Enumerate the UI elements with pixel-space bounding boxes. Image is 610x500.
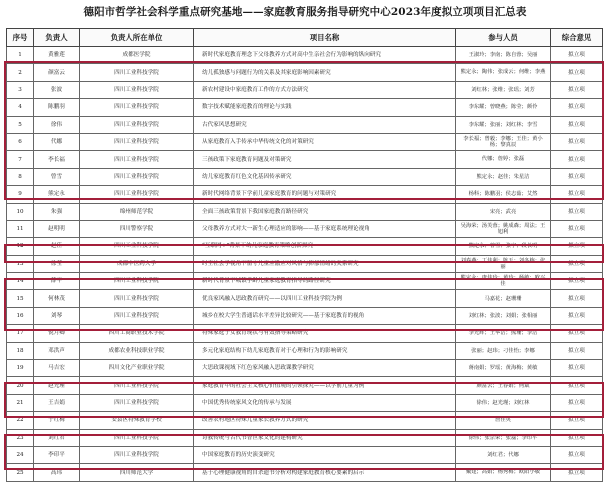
row-unit: 四川工业科技学院	[80, 151, 194, 168]
row-index: 15	[7, 290, 34, 307]
row-leader: 何林茂	[34, 290, 80, 307]
row-project-title: 幼儿家庭教育红色文化基因传承研究	[194, 168, 456, 185]
row-leader: 赵光瑾	[34, 377, 80, 394]
row-leader: 陈鹏羽	[34, 99, 80, 116]
row-unit: 四川工业科技学院	[80, 446, 194, 463]
row-opinion: 拟立项	[551, 238, 603, 255]
row-unit: 四川工业科技学院	[80, 290, 194, 307]
row-project-title: 时空社会学视角下留守儿童应激应对风格与抑郁情绪的关系研究	[194, 255, 456, 272]
row-index: 1	[7, 47, 34, 64]
row-index: 23	[7, 429, 34, 446]
row-project-title: 三孩政策下家庭教育问题及对策研究	[194, 151, 456, 168]
row-members: 杨科；陈鹏羽；侯志茹；艾然	[456, 186, 551, 203]
row-unit: 四川工商职业技术学院	[80, 325, 194, 342]
row-unit: 四川工业科技学院	[80, 168, 194, 185]
row-opinion: 拟立项	[551, 325, 603, 342]
table-row	[7, 186, 603, 203]
row-members: 张丽；赵玮；刁佳怡；李娜	[456, 342, 551, 359]
row-opinion: 拟立项	[551, 273, 603, 290]
row-project-title: 优良家风融入思政教育研究——以四川工业科技学院为例	[194, 290, 456, 307]
row-leader: 曾雪	[34, 168, 80, 185]
row-members: 徐伟；赵光瑾；刘红林	[456, 394, 551, 411]
row-index: 19	[7, 360, 34, 377]
table-row	[7, 342, 603, 359]
row-project-title: 改善农村地区特殊儿童家长教养方式的研究	[194, 412, 456, 429]
row-members: 蒋南娟；罗瑶；黄海梅；黄敏	[456, 360, 551, 377]
row-opinion: 拟立项	[551, 99, 603, 116]
table-row	[7, 273, 603, 290]
table-row	[7, 64, 603, 81]
row-opinion: 拟立项	[551, 360, 603, 377]
row-leader: 薛平	[34, 273, 80, 290]
row-opinion: 拟立项	[551, 446, 603, 463]
table-row	[7, 255, 603, 272]
row-opinion: 拟立项	[551, 81, 603, 98]
row-members: 刘红林；张维；张瑶；刘芳	[456, 81, 551, 98]
row-opinion: 拟立项	[551, 290, 603, 307]
table-row	[7, 116, 603, 133]
row-leader: 倪月卿	[34, 325, 80, 342]
row-opinion: 拟立项	[551, 116, 603, 133]
row-unit: 四川工业科技学院	[80, 394, 194, 411]
row-unit: 四川工业科技学院	[80, 273, 194, 290]
row-unit: 成都中医药大学	[80, 255, 194, 272]
header-opinion: 综合意见	[551, 29, 603, 47]
row-leader: 张波	[34, 81, 80, 98]
header-members: 参与人员	[456, 29, 551, 47]
row-project-title: 家庭教育中的社会主义核心价值观的引领探究——以学前儿童为例	[194, 377, 456, 394]
table-row	[7, 151, 603, 168]
row-unit: 四川工业科技学院	[80, 99, 194, 116]
row-index: 3	[7, 81, 34, 98]
row-project-title: 新时代家庭教育理念下父母教养方式对高中生亲社会行为影响的纵向研究	[194, 47, 456, 64]
row-project-title: 新时代网络背景下学前儿童家庭教育的问题与对策研究	[194, 186, 456, 203]
row-project-title: 幼儿孤独感与问题行为的关系及其家庭影响因素研究	[194, 64, 456, 81]
row-project-title: 古代家风思想研究	[194, 116, 456, 133]
row-index: 7	[7, 151, 34, 168]
project-summary-table	[6, 28, 603, 482]
row-members: 徐伟；张宗荣；张磊；李印平	[456, 429, 551, 446]
row-unit: 成都医学院	[80, 47, 194, 64]
row-opinion: 拟立项	[551, 394, 603, 411]
row-project-title: 新时代背景下城镇学龄儿童家庭教育指导的路径研究	[194, 273, 456, 290]
row-members: 戴建；高娟；杨秀梅；欧阳小敏	[456, 464, 551, 481]
row-leader: 赵佳	[34, 238, 80, 255]
table-row	[7, 168, 603, 185]
row-leader: 李长福	[34, 151, 80, 168]
page-title: 德阳市哲学社会科学重点研究基地——家庭教育服务指导研究中心2023年度拟立项项目汇总表	[83, 6, 527, 18]
row-index: 8	[7, 168, 34, 185]
row-index: 14	[7, 273, 34, 290]
row-opinion: 拟立项	[551, 168, 603, 185]
row-members: 颜富云；王春娟；何斌	[456, 377, 551, 394]
row-index: 25	[7, 464, 34, 481]
row-unit: 绵州师范学院	[80, 203, 194, 220]
row-members: 刘红君；代娜	[456, 446, 551, 463]
row-leader: 刘红君	[34, 429, 80, 446]
row-unit: 四川工业科技学院	[80, 186, 194, 203]
row-members: 李东耀；张丽；刘红林；李雪	[456, 116, 551, 133]
row-index: 16	[7, 307, 34, 324]
row-project-title: 全面三孩政策背景下我国家庭教育路径研究	[194, 203, 456, 220]
row-project-title: 新农村建设中家庭教育工作的方式方法研究	[194, 81, 456, 98]
table-row	[7, 446, 603, 463]
row-unit: 四川工业科技学院	[80, 307, 194, 324]
row-opinion: 拟立项	[551, 429, 603, 446]
row-index: 21	[7, 394, 34, 411]
row-index: 5	[7, 116, 34, 133]
row-unit: 四川文化产业职业学院	[80, 360, 194, 377]
table-row	[7, 220, 603, 237]
row-members: 熊定永；陶伟；张成云；何维；李燕	[456, 64, 551, 81]
row-index: 2	[7, 64, 34, 81]
row-leader: 熊定永	[34, 186, 80, 203]
row-unit: 四川工业科技学院	[80, 116, 194, 133]
table-row	[7, 81, 603, 98]
table-row	[7, 99, 603, 116]
row-index: 22	[7, 412, 34, 429]
row-project-title: 特殊家庭子女教育现状与有效指导策略研究	[194, 325, 456, 342]
row-unit: 安县区特殊教育学校	[80, 412, 194, 429]
row-project-title: 多元化家庭结构下幼儿家庭教育对于心理和行为的影响研究	[194, 342, 456, 359]
row-leader: 高玮	[34, 464, 80, 481]
row-index: 20	[7, 377, 34, 394]
row-project-title: 诗教传统与古代书香世家文化的建构研究	[194, 429, 456, 446]
row-leader: 徐莹	[34, 255, 80, 272]
row-members: 刘春燕；丁佳利；陈玉；刘冬梅；张丽	[456, 255, 551, 272]
row-unit: 四川工业科技学院	[80, 81, 194, 98]
row-unit: 四川工业科技学院	[80, 133, 194, 150]
table-row	[7, 464, 603, 481]
row-index: 6	[7, 133, 34, 150]
row-opinion: 拟立项	[551, 377, 603, 394]
row-unit: 四川工业科技学院	[80, 377, 194, 394]
table-header-row	[7, 29, 603, 47]
table-row	[7, 412, 603, 429]
row-opinion: 拟立项	[551, 47, 603, 64]
row-members: 熊定永；曾雪；张宇；段长明	[456, 238, 551, 255]
header-unit: 负责人所在单位	[80, 29, 194, 47]
row-index: 10	[7, 203, 34, 220]
row-unit: 四川师范大学	[80, 464, 194, 481]
row-members: 宋亮；武亮	[456, 203, 551, 220]
row-leader: 黄雅莲	[34, 47, 80, 64]
row-opinion: 拟立项	[551, 307, 603, 324]
row-opinion: 拟立项	[551, 203, 603, 220]
row-opinion: 拟立项	[551, 255, 603, 272]
table-row	[7, 238, 603, 255]
row-project-title: 父母教养方式对大一新生心理适应的影响——基于家庭系统理论视角	[194, 220, 456, 237]
row-members: 詹佳英	[456, 412, 551, 429]
table-row	[7, 325, 603, 342]
row-opinion: 拟立项	[551, 342, 603, 359]
row-leader: 刘琴	[34, 307, 80, 324]
row-project-title: 基于心理健康视角的自杀遗书分析对构建家庭教育核心要素的启示	[194, 464, 456, 481]
row-members: 王淑玲；李南；陈自蓉；吴丽	[456, 47, 551, 64]
row-leader: 颜富云	[34, 64, 80, 81]
row-index: 12	[7, 238, 34, 255]
row-members: 马嘉花；赵珊珊	[456, 290, 551, 307]
row-leader: 李印平	[34, 446, 80, 463]
row-project-title: 数字技术赋能家庭教育的理论与实践	[194, 99, 456, 116]
row-members: 熊定永；赵佳；朱星洁	[456, 168, 551, 185]
table-row	[7, 307, 603, 324]
table-body	[7, 47, 603, 482]
row-index: 18	[7, 342, 34, 359]
row-members: 李东耀；曾晓燕；陈莹；颜伶	[456, 99, 551, 116]
row-unit: 四川警察学院	[80, 220, 194, 237]
row-opinion: 拟立项	[551, 220, 603, 237]
row-index: 24	[7, 446, 34, 463]
table-row	[7, 360, 603, 377]
row-index: 9	[7, 186, 34, 203]
row-members: 刘红林；张波；刘娟；张相丽	[456, 307, 551, 324]
row-leader: 邓洪声	[34, 342, 80, 359]
row-index: 13	[7, 255, 34, 272]
row-leader: 于红梅	[34, 412, 80, 429]
row-project-title: 中国家庭教育的历史演变研究	[194, 446, 456, 463]
table-row	[7, 47, 603, 64]
row-unit: 四川工业科技学院	[80, 429, 194, 446]
row-opinion: 拟立项	[551, 64, 603, 81]
row-unit: 成都农业科技职业学院	[80, 342, 194, 359]
row-unit: 四川工业科技学院	[80, 238, 194, 255]
row-project-title: 城乡在校大学生普通话水平差异比较研究——基于家庭教育的视角	[194, 307, 456, 324]
row-index: 11	[7, 220, 34, 237]
row-members: 吴海荣；汤芙蓉；姚成森；周法；王旭利	[456, 220, 551, 237]
table-row	[7, 133, 603, 150]
row-index: 4	[7, 99, 34, 116]
row-opinion: 拟立项	[551, 133, 603, 150]
row-leader: 马吉宏	[34, 360, 80, 377]
row-leader: 徐伟	[34, 116, 80, 133]
row-project-title: 从家庭教育入手传承中华传统文化的对策研究	[194, 133, 456, 150]
row-members: 李长福；曾毅；李娜；王佳；黄小杨；黎真辰	[456, 133, 551, 150]
table-row	[7, 203, 603, 220]
header-project: 项目名称	[194, 29, 456, 47]
row-opinion: 拟立项	[551, 151, 603, 168]
row-members: 代娜；詹婷；张磊	[456, 151, 551, 168]
header-index: 序号	[7, 29, 34, 47]
row-leader: 代娜	[34, 133, 80, 150]
row-project-title: 中国优秀传统家风文化的传承与发展	[194, 394, 456, 411]
row-opinion: 拟立项	[551, 412, 603, 429]
header-leader: 负责人	[34, 29, 80, 47]
row-project-title: “互联网+”背景下幼儿家庭教育策略创新探究	[194, 238, 456, 255]
row-index: 17	[7, 325, 34, 342]
row-unit: 四川工业科技学院	[80, 64, 194, 81]
row-members: 熊定永；唐佳玲；黄玲；杨敏；欧兴佳	[456, 273, 551, 290]
table-row	[7, 377, 603, 394]
table-row	[7, 394, 603, 411]
table-row	[7, 290, 603, 307]
row-project-title: 大思政课视域下红色家风融入思政课教学研究	[194, 360, 456, 377]
row-leader: 朱强	[34, 203, 80, 220]
row-leader: 赵明明	[34, 220, 80, 237]
row-members: 李光辉；王华洁；熊珊；李洁	[456, 325, 551, 342]
row-leader: 王吉娟	[34, 394, 80, 411]
table-row	[7, 429, 603, 446]
row-opinion: 拟立项	[551, 186, 603, 203]
row-opinion: 拟立项	[551, 464, 603, 481]
